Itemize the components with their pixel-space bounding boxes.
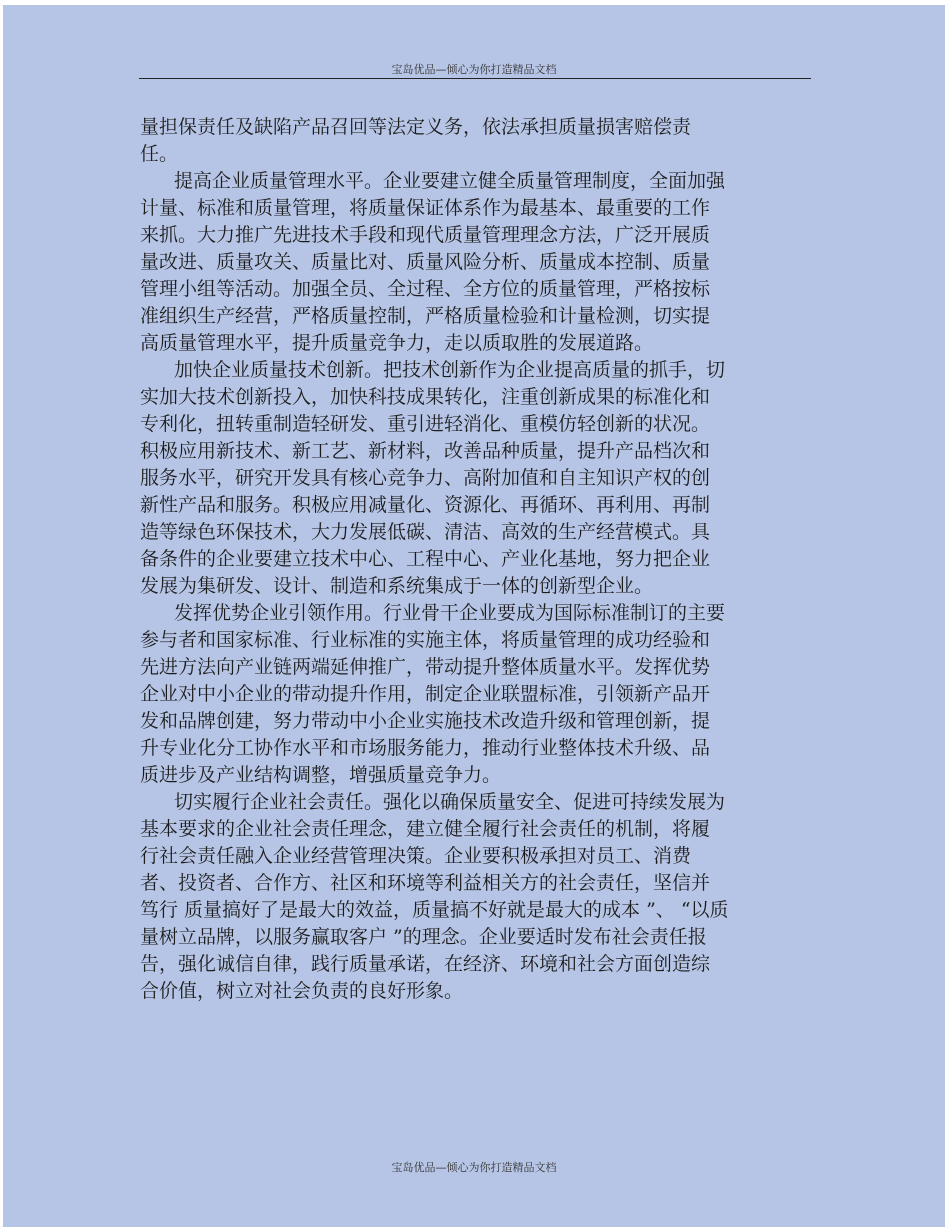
- document-page: [3, 5, 945, 1227]
- text-line: 新性产品和服务。积极应用减量化、资源化、再循环、再利用、再制: [140, 494, 711, 516]
- text-line: 管理小组等活动。加强全员、全过程、全方位的质量管理，严格按标: [140, 278, 711, 300]
- text-line: 升专业化分工协作水平和市场服务能力，推动行业整体技术升级、品: [140, 737, 711, 759]
- text-line: 计量、标准和质量管理，将质量保证体系作为最基本、最重要的工作: [140, 197, 711, 219]
- paragraph-start-line: 切实履行企业社会责任。强化以确保质量安全、促进可持续发展为: [174, 791, 726, 813]
- text-line: 来抓。大力推广先进技术手段和现代质量管理理念方法，广泛开展质: [140, 224, 711, 246]
- text-line: 量担保责任及缺陷产品召回等法定义务，依法承担质量损害赔偿责: [140, 116, 692, 138]
- text-line: 笃行 质量搞好了是最大的效益，质量搞不好就是最大的成本 ”、 “以质: [140, 899, 729, 921]
- text-line: 专利化，扭转重制造轻研发、重引进轻消化、重模仿轻创新的状况。: [140, 413, 711, 435]
- text-line: 告，强化诚信自律，践行质量承诺，在经济、环境和社会方面创造综: [140, 953, 711, 975]
- text-line: 造等绿色环保技术，大力发展低碳、清洁、高效的生产经营模式。具: [140, 521, 711, 543]
- paragraph-start-line: 加快企业质量技术创新。把技术创新作为企业提高质量的抓手，切: [174, 359, 726, 381]
- text-line: 积极应用新技术、新工艺、新材料，改善品种质量，提升产品档次和: [140, 440, 711, 462]
- text-line: 准组织生产经营，严格质量控制，严格质量检验和计量检测，切实提: [140, 305, 711, 327]
- text-line: 服务水平，研究开发具有核心竞争力、高附加值和自主知识产权的创: [140, 467, 711, 489]
- text-line: 发和品牌创建，努力带动中小企业实施技术改造升级和管理创新，提: [140, 710, 711, 732]
- text-line: 先进方法向产业链两端延伸推广，带动提升整体质量水平。发挥优势: [140, 656, 711, 678]
- text-line: 量树立品牌，以服务赢取客户 ”的理念。企业要适时发布社会责任报: [140, 926, 707, 948]
- body-text: [140, 114, 780, 1005]
- paragraph-start-line: 提高企业质量管理水平。企业要建立健全质量管理制度，全面加强: [174, 170, 726, 192]
- text-line: 合价值，树立对社会负责的良好形象。: [140, 980, 464, 1002]
- text-line: 质进步及产业结构调整，增强质量竞争力。: [140, 764, 502, 786]
- text-line: 参与者和国家标准、行业标准的实施主体，将质量管理的成功经验和: [140, 629, 711, 651]
- text-line: 任。: [140, 143, 179, 165]
- text-line: 基本要求的企业社会责任理念，建立健全履行社会责任的机制，将履: [140, 818, 711, 840]
- text-line: 行社会责任融入企业经营管理决策。企业要积极承担对员工、消费: [140, 845, 692, 867]
- page-footer: 宝岛优品—倾心为你打造精品文档: [391, 1161, 557, 1174]
- text-line: 量改进、质量攻关、质量比对、质量风险分析、质量成本控制、质量: [140, 251, 711, 273]
- page-header: 宝岛优品—倾心为你打造精品文档: [391, 63, 557, 76]
- text-line: 高质量管理水平，提升质量竞争力，走以质取胜的发展道路。: [140, 332, 654, 354]
- text-line: 实加大技术创新投入，加快科技成果转化，注重创新成果的标准化和: [140, 386, 711, 408]
- text-line: 备条件的企业要建立技术中心、工程中心、产业化基地，努力把企业: [140, 548, 711, 570]
- paragraph-start-line: 发挥优势企业引领作用。行业骨干企业要成为国际标准制订的主要: [174, 602, 726, 624]
- text-line: 者、投资者、合作方、社区和环境等利益相关方的社会责任，坚信并: [140, 872, 711, 894]
- text-line: 发展为集研发、设计、制造和系统集成于一体的创新型企业。: [140, 575, 654, 597]
- text-line: 企业对中小企业的带动提升作用，制定企业联盟标准，引领新产品开: [140, 683, 711, 705]
- header-divider: [139, 78, 811, 79]
